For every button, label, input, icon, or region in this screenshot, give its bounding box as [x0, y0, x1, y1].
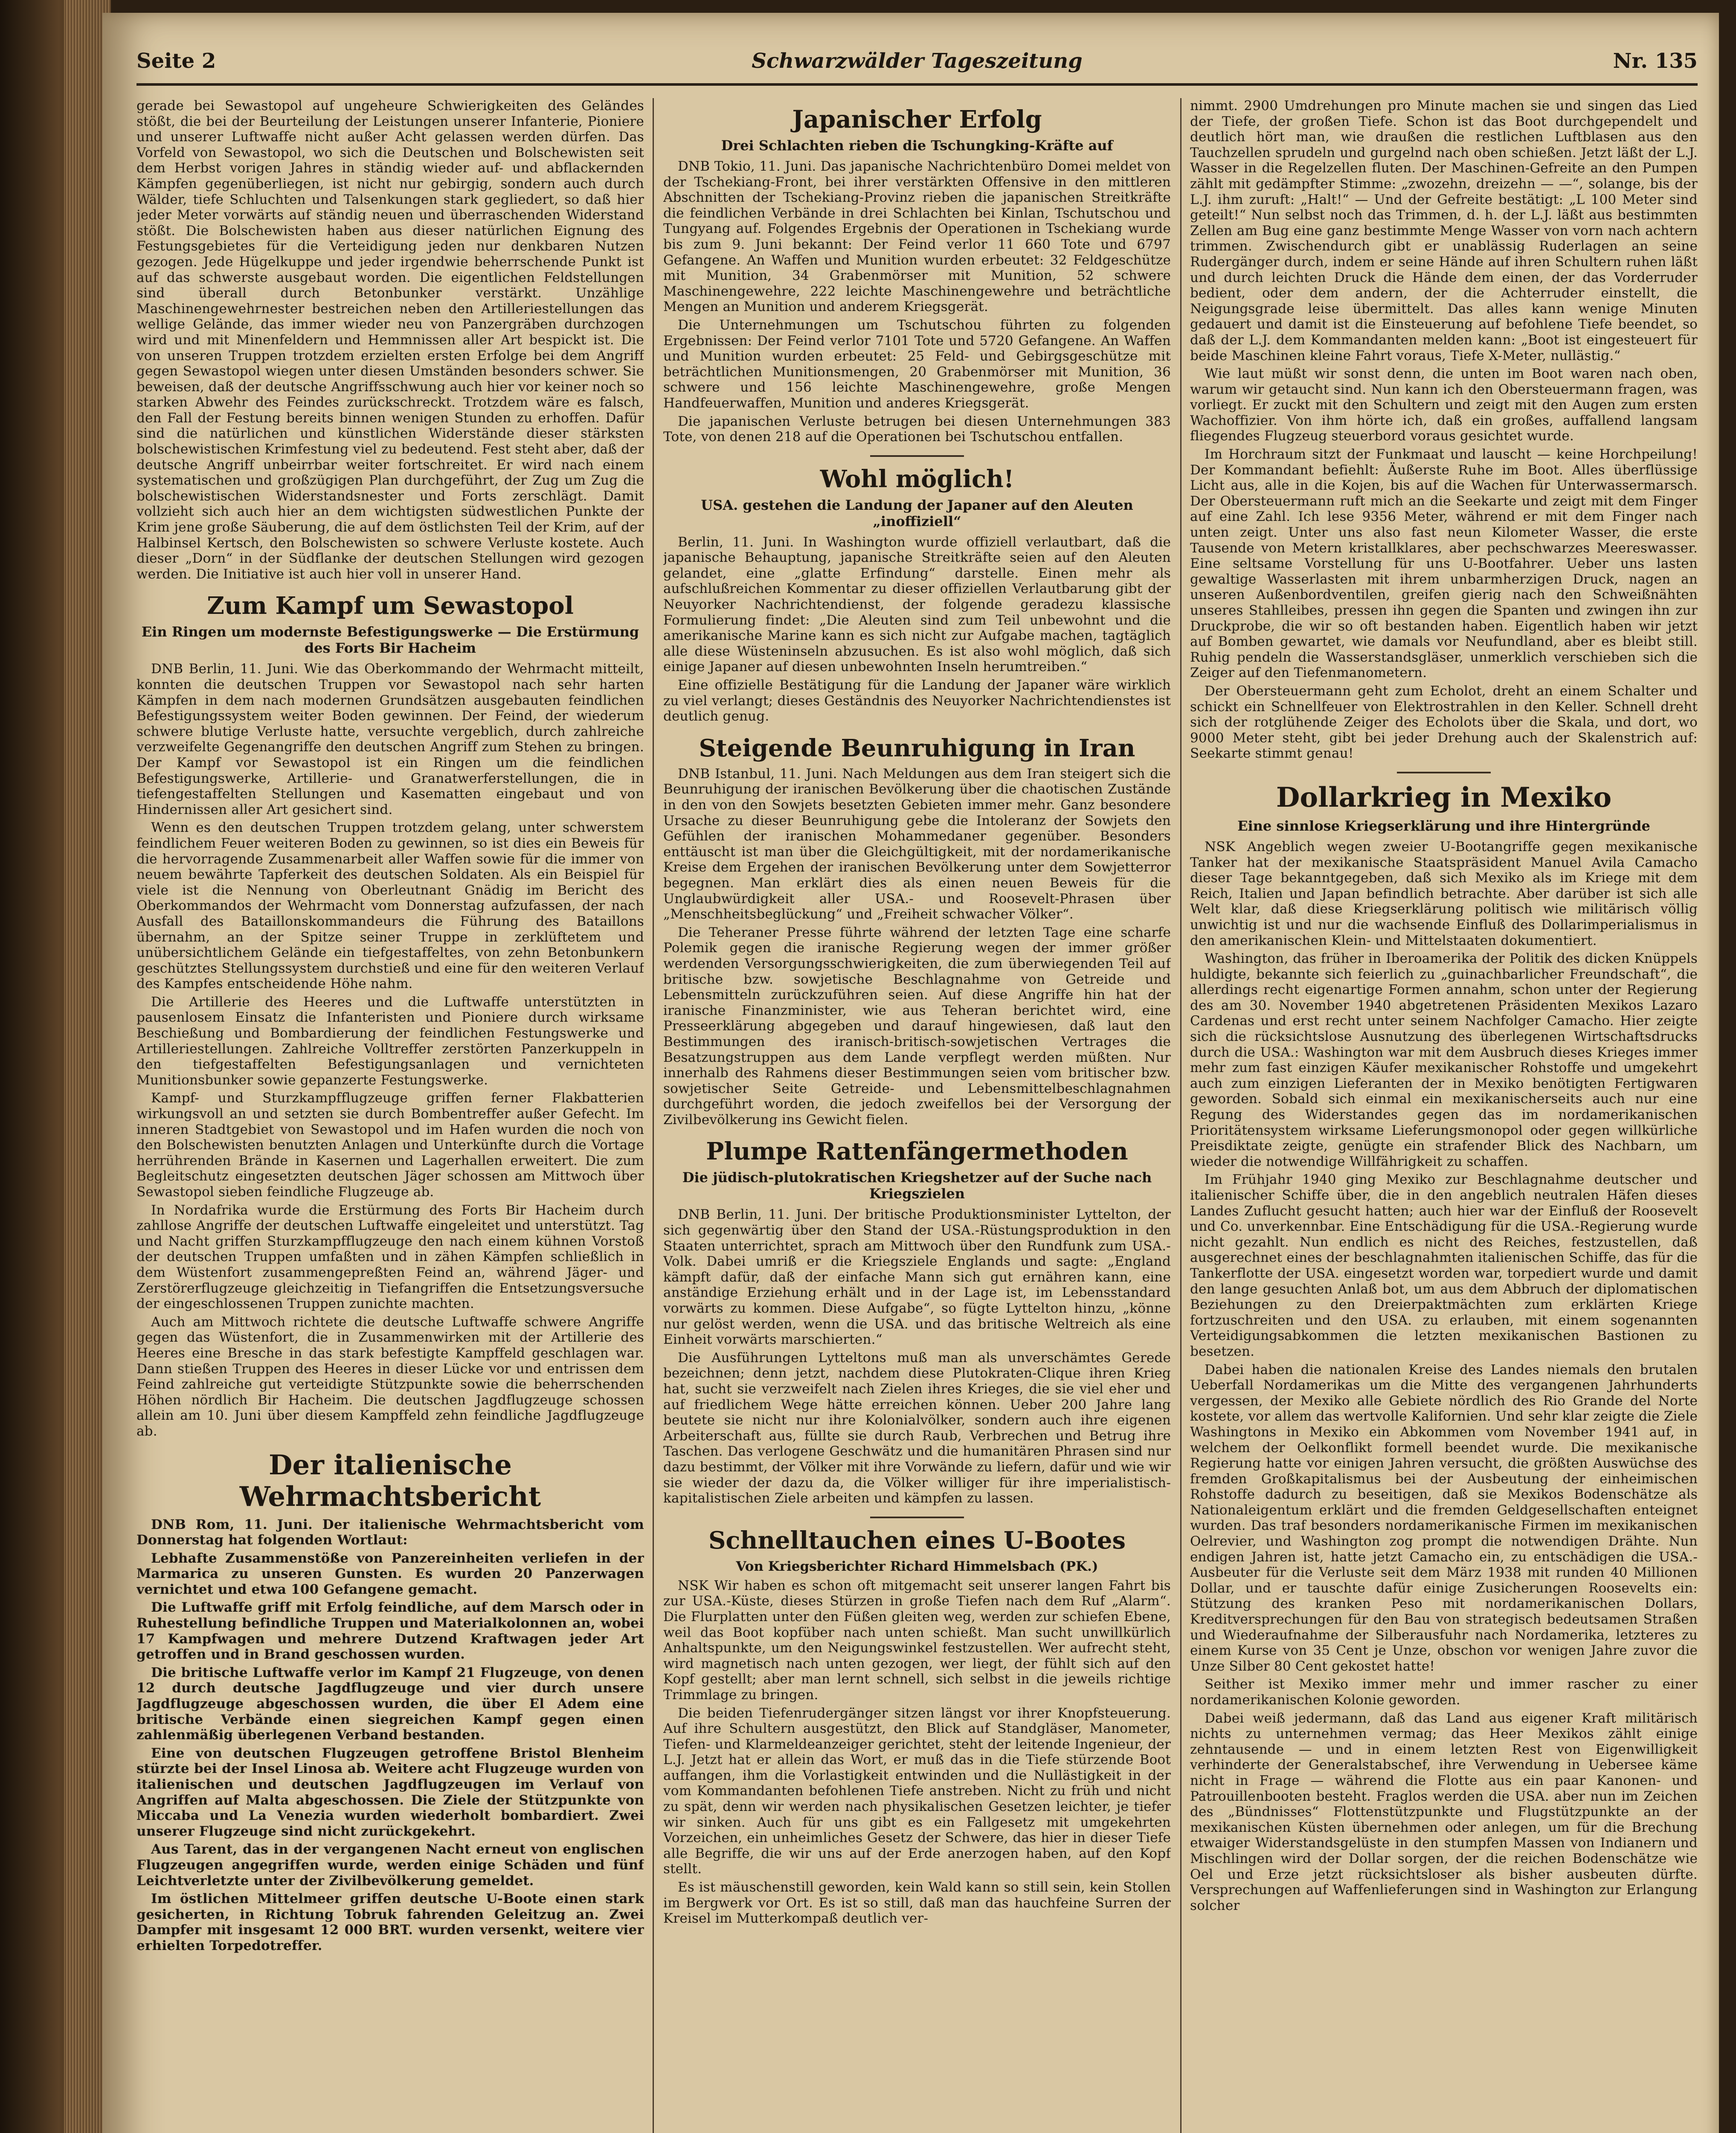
article-iran	[663, 735, 1171, 1128]
article-dollarkrieg-mexiko	[1190, 782, 1698, 1913]
column-left	[136, 98, 644, 2133]
article-paragraph: Die beiden Tiefenrudergänger sitzen längst vor ihrer Knopfsteuerung. Auf ihre Schultern ausgestützt, den Blick auf Standgläser, Manometer, Tiefen- und Klarmeldeanzeiger gerichtet, steht der leitende Ingenieur, der L.J. Jetzt hat er allein das Wort, er muß das in die Tiefe stürzende Boot auffangen, ihm die Vorlastigkeit entwinden und die Nullästigkeit in der vom Kommandanten befohlenen Tiefe anstreben. Nicht zu früh und nicht zu spät, denn wir werden nach physikalischen Gesetzen leichter, je tiefer wir sinken. Auch für uns gibt es ein Fallgesetz mit umgekehrten Vorzeichen, ein unheimliches Gesetz der Schwere, das hier in dieser Tiefe alle Begriffe, die wir uns auf der Erde anerzogen haben, auf den Kopf stellt.	[663, 1705, 1171, 1877]
article-paragraph: Eine von deutschen Flugzeugen getroffene Bristol Blenheim stürzte bei der Insel Linosa ab. Weitere acht Flugzeuge wurden von italienischen und deutschen Jagdflugzeugen im Verlauf von Angriffen auf Malta abgeschossen. Die Ziele der Stützpunkte von Miccaba und La Venezia wurden wiederholt bombardiert. Zwei unserer Flugzeuge sind nicht zurückgekehrt.	[136, 1745, 644, 1839]
section-divider	[1397, 772, 1491, 773]
headline-schnelltauchen: Schnelltauchen eines U-Bootes	[708, 1526, 1126, 1555]
article-paragraph: Die Teheraner Presse führte während der letzten Tage eine scharfe Polemik gegen die iranische Regierung wegen der immer größer werdenden Versorgungsschwierigkeiten, die zum überwiegenden Teil auf britische bzw. sowjetische Beschlagnahme von Getreide und Lebensmitteln zurückzuführen seien. Auf diese Angriffe hin hat der iranische Finanzminister, wie aus Teheran berichtet wird, eine Presseerklärung abgegeben und darauf hingewiesen, daß laut den Bestimmungen des iranisch-britisch-sowjetischen Vertrages die Besatzungstruppen aus dem Lande verpflegt werden müßten. Nur innerhalb des Rahmens dieser Bestimmungen seien vom britischer bzw. sowjetischer Seite Getreide- und Lebensmittelbeschlagnahmen durchgeführt worden, die jedoch zweifellos bei der Versorgung der Zivilbevölkerung ins Gewicht fielen.	[663, 924, 1171, 1128]
article-japanischer-erfolg	[663, 106, 1171, 445]
column-divider	[1180, 98, 1182, 2133]
article-paragraph: Im Frühjahr 1940 ging Mexiko zur Beschlagnahme deutscher und italienischer Schiffe über, die in den angeblich neutralen Häfen dieses Landes Zuflucht gesucht hatten; auch hier war der Einfluß der Roosevelt und Co. unverkennbar. Eine Entschädigung für die USA.-Regierung wurde nicht gezahlt. Nun endlich es nicht des Reiches, festzustellen, daß ausgerechnet eines der beschlagnahmten italienischen Schiffe, das für die Tankerflotte der USA. eingesetzt worden war, torpediert wurde und damit den lange gesuchten Anlaß bot, um aus dem Abbruch der diplomatischen Beziehungen zu den Dreierpaktmächten zum erklärten Kriege fortzuschreiten und den USA. zu erlauben, mit einem sogenannten Verteidigungsabkommen die letzten mexikanischen Bastionen zu besetzen.	[1190, 1172, 1698, 1359]
article-sewastopol-continued	[136, 98, 644, 582]
article-paragraph: Seither ist Mexiko immer mehr und immer rascher zu einer nordamerikanischen Kolonie geworden.	[1190, 1677, 1698, 1708]
headline-japanischer-erfolg: Japanischer Erfolg	[792, 105, 1042, 134]
subheadline-japanischer-erfolg: Drei Schlachten rieben die Tschungking-Kräfte auf	[721, 137, 1113, 154]
article-paragraph: DNB Berlin, 11. Juni. Der britische Produktionsminister Lyttelton, der sich gegenwärtig über den Stand der USA.-Rüstungsproduktion in den Staaten unterrichtet, sprach am Mittwoch über den Rundfunk zum USA.-Volk. Dabei umriß er die Kriegsziele Englands und sagte: „England kämpft dafür, daß der einfache Mann sich gut ernähren kann, eine anständige Erziehung erhält und in der Lage ist, im Lebensstandard vorwärts zu kommen. Diese Aufgabe“, so fügte Lyttelton hinzu, „könne nur gelöst werden, wenn die USA. und das britische Weltreich als eine Einheit vorwärts marschierten.“	[663, 1207, 1171, 1348]
article-paragraph: Kampf- und Sturzkampfflugzeuge griffen ferner Flakbatterien wirkungsvoll an und setzten sie durch Bombentreffer außer Gefecht. Im inneren Stadtgebiet von Sewastopol und im Hafen wurden die noch von den Bolschewisten benutzten Anlagen und Unterkünfte durch die Vortage herrührenden Brände in Kasernen und Lagerhallen erweitert. Die zum Begleitschutz eingesetzten deutschen Jäger schossen am Mittwoch über Sewastopol sieben feindliche Flugzeuge ab.	[136, 1090, 644, 1200]
headline-wohl-moeglich: Wohl möglich!	[820, 465, 1014, 493]
column-right	[1190, 98, 1698, 2133]
byline: Von Kriegsberichter Richard Himmelsbach (PK.)	[736, 1558, 1098, 1574]
headline-kampf-sewastopol: Zum Kampf um Sewastopol	[207, 592, 574, 620]
issue-number: Nr. 135	[1613, 49, 1698, 73]
article-paragraph: Die Ausführungen Lytteltons muß man als unverschämtes Gerede bezeichnen; denn jetzt, nachdem diese Plutokraten-Clique ihren Krieg hat, sucht sie verzweifelt nach Zielen ihres Krieges, die sie viel eher und auf friedlichem Wege hätte erreichen können. Ueber 200 Jahre lang beutete sie nicht nur ihre Kolonialvölker, sondern auch ihre eigenen Arbeiterschaft aus, füllte sie durch Raub, Verbrechen und Betrug ihre Taschen. Das verlogene Geschwätz und die humanitären Phrasen sind nur dazu bestimmt, der Völker mit ihre Vorwände zu liefern, dafür und wie wir sie wieder der dazu da, die Völker williger für ihre imperialistisch-kapitalistischen Ziele arbeiten und kämpfen zu lassen.	[663, 1350, 1171, 1506]
subheadline-kampf-sewastopol: Ein Ringen um modernste Befestigungswerke — Die Erstürmung des Forts Bir Hacheim	[141, 624, 639, 657]
article-paragraph: nimmt. 2900 Umdrehungen pro Minute machen sie und singen das Lied der Tiefe, der großen Tiefe. Schon ist das Boot durchgependelt und deutlich hört man, wie draußen die restlichen Luftblasen aus den Tauchzellen sprudeln und gurgelnd nach oben schießen. Jetzt läßt der L.J. Wasser in die Regelzellen fluten. Der Maschinen-Gefreite an den Pumpen zählt mit gedämpfter Stimme: „zwozehn, dreizehn — —“, solange, bis der L.J. ihm zuruft: „Halt!“ — Und der Gefreite bestätigt: „L 100 Meter sind geteilt!“ Nun selbst noch das Trimmen, d. h. der L.J. läßt aus bestimmten Zellen am Bug eine ganz bestimmte Menge Wasser von vorn nach achtern trimmen. Zwischendurch gibt er unablässig Ruderlagen an seine Rudergänger durch, indem er seine Hände auf ihren Schultern ruhen läßt und durch leichten Druck die Hände dem einen, der das Vorderruder bedient, oder dem andern, der die Achterruder einstellt, die Neigungsgrade leise übermittelt. Das alles kann wenige Minuten gedauert und damit ist die Einsteuerung auf befohlene Tiefe beendet, so daß der L.J. dem Kommandanten melden kann: „Boot ist eingesteuert für beide Maschinen kleine Fahrt voraus, Tiefe X-Meter, nullästig.“	[1190, 98, 1698, 363]
page-header	[136, 36, 1698, 86]
article-paragraph: NSK Angeblich wegen zweier U-Bootangriffe gegen mexikanische Tanker hat der mexikanische Staatspräsident Manuel Avila Camacho dieser Tage bekanntgegeben, daß sich Mexiko als im Kriege mit dem Reich, Italien und Japan befindlich betrachte. Aber darüber ist sich alle Welt klar, daß diese Kriegserklärung politisch wie militärisch völlig unwichtig ist und nur die wachsende Einfluß des Dollarimperialismus in den amerikanischen Klein- und Mittelstaaten dokumentiert.	[1190, 839, 1698, 948]
newspaper-page	[102, 13, 1719, 2133]
column-divider	[653, 98, 654, 2133]
article-paragraph: gerade bei Sewastopol auf ungeheure Schwierigkeiten des Geländes stößt, die bei der Beurteilung der Leistungen unserer Infanterie, Pioniere und unserer Luftwaffe nicht außer Acht gelassen werden dürfen. Das Vorfeld von Sewastopol, wo sich die Deutschen und Bolschewisten seit dem Herbst vorigen Jahres in ständig wieder auf- und abflackernden Kämpfen gegenüberliegen, ist nicht nur gebirgig, sondern auch durch Wälder, tiefe Schluchten und Talsenkungen stark gegliedert, so daß hier jeder Meter vorwärts auf ständig neuen und überraschenden Widerstand stößt. Die Bolschewisten haben aus dieser natürlichen Eignung des Festungsgebietes für die Verteidigung jeden nur denkbaren Nutzen gezogen. Jede Hügelkuppe und jeder irgendwie beherrschende Punkt ist auf das schwerste ausgebaut worden. Die eigentlichen Feldstellungen sind überall durch Betonbunker verstärkt. Unzählige Maschinengewehrnester bestreichen neben den Artilleriestellungen das wellige Gelände, das immer wieder neu von Panzergräben durchzogen wird und mit Minenfeldern und Hemmnissen aller Art bespickt ist. Die von unseren Truppen trotzdem erzielten ersten Erfolge bei dem Angriff gegen Sewastopol wiegen unter diesen Umständen besonders schwer. Sie beweisen, daß der deutsche Angriffsschwung auch hier vor keiner noch so starken Abwehr des Feindes zurückschreckt. Trotzdem wäre es falsch, den Fall der Festung bereits binnen wenigen Stunden zu erhoffen. Dafür sind die natürlichen und künstlichen Widerstände dieser stärksten bolschewistischen Krimfestung viel zu bedeutend. Fest steht aber, daß der deutsche Angriff unbeirrbar weiter fortschreitet. Er wird nach einem systematischen und großzügigen Plan durchgeführt, der Zug um Zug die bolschewistischen Widerstandsnester und Forts zerschlägt. Damit vollzieht sich auch hier an dem wichtigsten südwestlichen Punkte der Krim jene große Säuberung, die auf dem östlichsten Teil der Krim, auf der Halbinsel Kertsch, den Bolschewisten so schwere Verluste kostete. Auch dieser „Dorn“ in der Südflanke der deutschen Stellungen wird gezogen werden. Die Initiative ist auch hier voll in unserer Hand.	[136, 98, 644, 582]
newspaper-title: Schwarzwälder Tageszeitung	[752, 49, 1083, 73]
article-paragraph: NSK Wir haben es schon oft mitgemacht seit unserer langen Fahrt bis zur USA.-Küste, dieses Stürzen in große Tiefen nach dem Ruf „Alarm“. Die Flurplatten unter den Füßen gleiten weg, werden zur schiefen Ebene, weil das Boot kopfüber nach unten schießt. Man sucht unwillkürlich Anhaltspunkte, um den Neigungswinkel festzustellen. Wer aufrecht steht, wird magnetisch nach unten gezogen, wer liegt, der fühlt sich auf den Kopf gestellt; aber man lernt schnell, sich selbst in die jeweils richtige Trimmlage zu bringen.	[663, 1578, 1171, 1703]
headline-rattenfaenger: Plumpe Rattenfängermethoden	[706, 1137, 1128, 1166]
article-paragraph: Wenn es den deutschen Truppen trotzdem gelang, unter schwerstem feindlichem Feuer weiteren Boden zu gewinnen, so ist dies ein Beweis für die hervorragende Zusammenarbeit aller Waffen sowie für die immer von neuem bewährte Tapferkeit des deutschen Soldaten. Als ein Beispiel für viele ist die Nennung von Oberleutnant Gnädig im Bericht des Oberkommandos der Wehrmacht vom Donnerstag aufzufassen, der nach Ausfall des Bataillonskommandeurs die Führung des Bataillons übernahm, an der Spitze seiner Truppe in zerklüftetem und unübersichtlichem Gelände ein tiefgestaffeltes, von zehn Betonbunkern geschütztes Stellungssystem durchstieß und eine für den weiteren Verlauf des Kampfes entscheidende Höhe nahm.	[136, 820, 644, 992]
article-rattenfaenger	[663, 1138, 1171, 1506]
subheadline-dollarkrieg-mexiko: Eine sinnlose Kriegserklärung und ihre Hintergründe	[1237, 817, 1650, 834]
article-paragraph: Aus Tarent, das in der vergangenen Nacht erneut von englischen Flugzeugen angegriffen wurde, werden einige Schäden und fünf Leichtverletzte unter der Zivilbevölkerung gemeldet.	[136, 1842, 644, 1889]
article-kampf-sewastopol	[136, 592, 644, 1439]
subheadline-rattenfaenger: Die jüdisch-plutokratischen Kriegshetzer auf der Suche nach Kriegszielen	[682, 1169, 1152, 1202]
article-paragraph: Die japanischen Verluste betrugen bei diesen Unternehmungen 383 Tote, von denen 218 auf die Operationen bei Tschutschou entfallen.	[663, 413, 1171, 445]
article-paragraph: Wie laut müßt wir sonst denn, die unten im Boot waren nach oben, warum wir getaucht sind. Nun kann ich den Obersteuermann fragen, was vorliegt. Er zuckt mit den Schultern und zeigt mit den Augen zum ersten Wachoffizier. Von ihm hörte ich, daß ein großes, auffallend langsam fliegendes Flugzeug steuerbord voraus gesichtet wurde.	[1190, 366, 1698, 444]
article-paragraph: Die Artillerie des Heeres und die Luftwaffe unterstützten in pausenlosem Einsatz die Infanteristen und Pioniere durch wirksame Beschießung und Bombardierung der feindlichen Festungswerke und Artilleriestellungen. Zahlreiche Volltreffer zerstörten Panzerkuppeln in den tiefgestaffelten Befestigungsanlagen und vernichteten Munitionsbunker sowie gepanzerte Festungswerke.	[136, 994, 644, 1088]
article-paragraph: Eine offizielle Bestätigung für die Landung der Japaner wäre wirklich zu viel verlangt; dieses Geständnis des Neuyorker Nachrichtendienstes ist deutlich genug.	[663, 677, 1171, 724]
article-paragraph: Es ist mäuschenstill geworden, kein Wald kann so still sein, kein Stollen im Bergwerk vor Ort. Es ist so still, daß man das hauchfeine Surren der Kreisel im Mutterkompaß deutlich ver-	[663, 1880, 1171, 1927]
article-paragraph: Dabei weiß jedermann, daß das Land aus eigener Kraft militärisch nichts zu unternehmen vermag; das Heer Mexikos zählt einige zehntausende — und in einem letzten Rest von Eigenwilligkeit verhinderte der Generalstabschef, ihre Verwendung in Uebersee käme nicht in Frage — während die Flotte aus ein paar Kanonen- und Patrouillenbooten besteht. Fraglos werden die USA. aber nun im Zeichen des „Bündnisses“ Flottenstützpunkte und Flugstützpunkte an der mexikanischen Küsten übernehmen oder anlegen, um für die Brechung etwaiger Widerstandsgelüste in den stumpfen Massen von Indianern und Mischlingen wird der Dollar sorgen, der die reichen Bodenschätze wie Oel und Erze jetzt rücksichtsloser als bisher ausbeuten dürfte. Versprechungen auf Waffenlieferungen sind in Washington zur Erlangung solcher	[1190, 1710, 1698, 1913]
article-schnelltauchen-continued	[1190, 98, 1698, 761]
article-schnelltauchen	[663, 1527, 1171, 1927]
article-paragraph: Die britische Luftwaffe verlor im Kampf 21 Flugzeuge, von denen 12 durch deutsche Jagdflugzeuge und vier durch unsere Jagdflugzeuge abgeschossen wurden, die über El Adem eine britische Verbände einen siegreichen Kampf gegen einen zahlenmäßig überlegenen Verband bestanden.	[136, 1665, 644, 1743]
article-italienischer-bericht	[136, 1450, 644, 1954]
article-paragraph: Der Obersteuermann geht zum Echolot, dreht an einem Schalter und schickt ein Schnellfeuer von Elektrostrahlen in den Keller. Schnell dreht sich der rotglühende Zeiger des Echolots über die Skala, und dort, wo 9000 Meter steht, gibt bei jeder Drehung auch der Skalenstrich auf: Seekarte stimmt genau!	[1190, 683, 1698, 761]
article-paragraph: In Nordafrika wurde die Erstürmung des Forts Bir Hacheim durch zahllose Angriffe der deutschen Luftwaffe eingeleitet und unterstützt. Tag und Nacht griffen Sturzkampfflugzeuge den nach einem kühnen Vorstoß der deutschen Truppen umfaßten und in zähen Kämpfen schließlich in dem Wüstenfort zusammengepreßten Feind an, während Jäger- und Zerstörerflugzeuge gleichzeitig in Tiefangriffen die Entsetzungsversuche der eingeschlossenen Truppen zunichte machten.	[136, 1202, 644, 1312]
section-divider	[870, 1517, 964, 1518]
article-paragraph: Berlin, 11. Juni. In Washington wurde offiziell verlautbart, daß die japanische Behauptung, japanische Streitkräfte seien auf den Aleuten gelandet, eine „glatte Erfindung“ darstelle. Einen mehr als aufschlußreichen Kommentar zu dieser offiziellen Verlautbarung gibt der Neuyorker Nachrichtendienst, der folgende geradezu klassische Formulierung findet: „Die Aleuten sind zum Teil unbewohnt und die amerikanische Marine kann es sich nicht zur Aufgabe machen, tagtäglich alle diese Wüsteninseln abzusuchen. Es ist also wohl möglich, daß sich einige Japaner auf diesen unbewohnten Inseln herumtreiben.“	[663, 534, 1171, 675]
article-paragraph: DNB Rom, 11. Juni. Der italienische Wehrmachtsbericht vom Donnerstag hat folgenden Wortlaut:	[136, 1517, 644, 1548]
article-paragraph: Washington, das früher in Iberoamerika der Politik des dicken Knüppels huldigte, bekannte sich feierlich zu „guinachbarlicher Freundschaft“, die allerdings recht eigenartige Formen annahm, schon unter der Regierung des am 30. November 1940 abgetretenen Präsidenten Mexikos Lazaro Cardenas und erst recht unter seinem Nachfolger Camacho. Hier zeigte sich die rücksichtslose Ausnutzung des überlegenen Wirtschaftsdrucks durch die USA.: Washington war mit dem Ausbruch dieses Krieges immer mehr zum fast einzigen Käufer mexikanischer Rohstoffe und umgekehrt auch zum einzigen Lieferanten der in Mexiko benötigten Fertigwaren geworden. Sobald sich einmal ein mexikanischerseits auch nur eine Regung des Widerstandes gegen das im nordamerikanischen Prioritätensystem wirksame Lieferungsmonopol oder gegen willkürliche Preisdiktate zeigte, genügte ein strafender Blick des Nachbarn, um wieder die notwendige Willfährigkeit zu schaffen.	[1190, 951, 1698, 1169]
article-paragraph: Im östlichen Mittelmeer griffen deutsche U-Boote einen stark gesicherten, in Richtung Tobruk fahrenden Geleitzug an. Zwei Dampfer mit insgesamt 12 000 BRT. wurden versenkt, weitere vier erhielten Torpedotreffer.	[136, 1891, 644, 1953]
article-wohl-moeglich	[663, 465, 1171, 724]
article-paragraph: Die Unternehmungen um Tschutschou führten zu folgenden Ergebnissen: Der Feind verlor 7101 Tote und 5720 Gefangene. An Waffen und Munition wurden erbeutet: 25 Feld- und Gebirgsgeschütze mit beträchtlichen Munitionsmengen, 20 Grabenmörser mit Munition, 36 schwere und 156 leichte Maschinengewehre, große Mengen Handfeuerwaffen, Munition und anderes Kriegsgerät.	[663, 317, 1171, 411]
article-paragraph: Im Horchraum sitzt der Funkmaat und lauscht — keine Horchpeilung! Der Kommandant befiehlt: Äußerste Ruhe im Boot. Alles überflüssige Licht aus, alle in die Kojen, bis auf die Wachen für Unterwassermarsch. Der Obersteuermann ruft mich an die Seekarte und zeigt mit dem Finger auf eine Zahl. Ich lese 9356 Meter, während er mit dem Finger nach unten zeigt. Unter uns also fast neun Kilometer Wasser, die erste Tausende von Metern kristallklares, aber pechschwarzes Meereswasser. Eine seltsame Vorstellung für uns U-Bootfahrer. Ueber uns lasten gewaltige Wasserlasten mit ihrem unbarmherzigen Druck, nagen an unseren Außenbordventilen, greifen gierig nach den Schweißnähten unseres Stahlleibes, pressen ihn gegen die Spanten und zwingen ihn zur Druckprobe, die wir so oft bestanden haben. Eigentlich haben wir jetzt auf Bomben gewartet, wie damals vor Neufundland, aber es bleibt still. Ruhig pendeln die Wasserstandsgläser, unmerklich verschieben sich die Zeiger auf den Tiefenmanometern.	[1190, 447, 1698, 681]
article-paragraph: DNB Berlin, 11. Juni. Wie das Oberkommando der Wehrmacht mitteilt, konnten die deutschen Truppen vor Sewastopol nach sehr harten Kämpfen in dem nach modernen Grundsätzen ausgebauten feindlichen Befestigungssystem weiter Boden gewinnen. Der Feind, der wiederum schwere blutige Verluste hatte, versuchte vergeblich, durch zahlreiche verzweifelte Gegenangriffe den deutschen Angriff zum Stehen zu bringen. Der Kampf vor Sewastopol ist ein Ringen um die feindlichen Befestigungswerke, Artillerie- und Granatwerferstellungen, die in tiefengestaffelten Stellungen und Kasematten eingebaut und von Hindernissen aller Art gesichert sind.	[136, 661, 644, 817]
column-middle	[663, 98, 1171, 2133]
page-number: Seite 2	[136, 49, 216, 73]
article-paragraph: Auch am Mittwoch richtete die deutsche Luftwaffe schwere Angriffe gegen das Wüstenfort, die in Zusammenwirken mit der Artillerie des Heeres eine Bresche in das stark befestigte Kampffeld geschlagen war. Dann stießen Truppen des Heeres in dieser Lücke vor und entrissen dem Feind zahlreiche gut verteidigte Stützpunkte sowie die beherrschenden Höhen nördlich Bir Hacheim. Die deutschen Jagdflugzeuge schossen allein am 10. Juni über diesem Kampffeld zehn feindliche Jagdflugzeuge ab.	[136, 1314, 644, 1439]
article-paragraph: DNB Istanbul, 11. Juni. Nach Meldungen aus dem Iran steigert sich die Beunruhigung der iranischen Bevölkerung über die chaotischen Zustände in den von den Sowjets besetzten Gebieten immer mehr. Ganz besondere Ursache zu dieser Beunruhigung gebe die Intoleranz der Sowjets den Gefühlen der iranischen Mohammedaner gegenüber. Besonders enttäuscht ist man über die Gleichgültigkeit, mit der nordamerikanische Kreise dem Ergehen der iranischen Bevölkerung unter dem Sowjetterror begegnen. Man erklärt dies als einen neuen Beweis für die Unglaubwürdigkeit aller USA.- und Roosevelt-Phrasen über „Menschheitsbeglückung“ und „Freiheit schwacher Völker“.	[663, 766, 1171, 922]
article-paragraph: DNB Tokio, 11. Juni. Das japanische Nachrichtenbüro Domei meldet von der Tschekiang-Front, bei ihrer verstärkten Offensive in den mittleren Abschnitten der Tschekiang-Provinz rieben die japanischen Streitkräfte die feindlichen Verbände in drei Schlachten bei Kinlan, Tschutschou und Tungyang auf. Folgendes Ergebnis der Operationen in Tschekiang wurde bis zum 9. Juni bekannt: Der Feind verlor 11 660 Tote und 6797 Gefangene. An Waffen und Munition wurden erbeutet: 32 Feldgeschütze mit Munition, 34 Grabenmörser mit Munition, 52 schwere Maschinengewehre, 222 leichte Maschinengewehre und beträchtliche Mengen an Munition und anderem Kriegsgerät.	[663, 159, 1171, 315]
subheadline-wohl-moeglich: USA. gestehen die Landung der Japaner auf den Aleuten „inoffiziell“	[701, 497, 1133, 529]
section-divider	[870, 455, 964, 457]
headline-dollarkrieg-mexiko: Dollarkrieg in Mexiko	[1276, 781, 1612, 814]
article-paragraph: Dabei haben die nationalen Kreise des Landes niemals den brutalen Ueberfall Nordamerikas um die Mitte des vergangenen Jahrhunderts vergessen, der Mexiko alle Gebiete nördlich des Rio Grande del Norte kostete, vor allem das wertvolle Kalifornien. Und sehr klar zeigte die Ziele Washingtons in Mexiko ein Abkommen vom November 1941 auf, in welchem der Oelkonflikt formell beendet wurde. Die mexikanische Regierung hatte vor einigen Jahren versucht, die größten Auswüchse des fremden Großkapitalismus bei der Ausbeutung der einheimischen Rohstoffe dadurch zu beseitigen, daß sie Mexikos Bodenschätze als Nationaleigentum erklärt und die fremden Geldgesellschaften enteignet wurden. Das traf besonders nordamerikanische Firmen im mexikanischen Oelrevier, und Washington zog prompt die notwendigen Drähte. Nun endigen Jahren ist, hatte jetzt Camacho ein, zu entschädigen die USA.-Ausbeuter für die Verluste seit dem März 1938 mit runden 40 Millionen Dollar, und er tauschte dafür einige Zusicherungen Roosevelts ein: Stützung des kranken Peso mit nordamerikanischen Dollars, Kreditversprechungen für den Bau von strategisch bedeutsamen Straßen und Wiederaufnahme der Silberausfuhr nach Nordamerika, letzteres zu einem Kurse von 35 Cent je Unze, obschon vor wenigen Jahre zuvor die Unze Silber 80 Cent gekostet hatte!	[1190, 1362, 1698, 1674]
article-paragraph: Lebhafte Zusammenstöße von Panzereinheiten verliefen in der Marmarica zu unseren Gunsten. Es wurden 20 Panzerwagen vernichtet und etwa 100 Gefangene gemacht.	[136, 1550, 644, 1597]
headline-italienischer-bericht: Der italienische Wehrmachtsbericht	[239, 1449, 541, 1513]
headline-iran: Steigende Beunruhigung in Iran	[699, 734, 1135, 762]
article-paragraph: Die Luftwaffe griff mit Erfolg feindliche, auf dem Marsch oder in Ruhestellung befindliche Truppen und Materialkolonnen an, wobei 17 Kampfwagen und mehrere Dutzend Kraftwagen jeder Art getroffen und in Brand geschossen wurden.	[136, 1600, 644, 1662]
